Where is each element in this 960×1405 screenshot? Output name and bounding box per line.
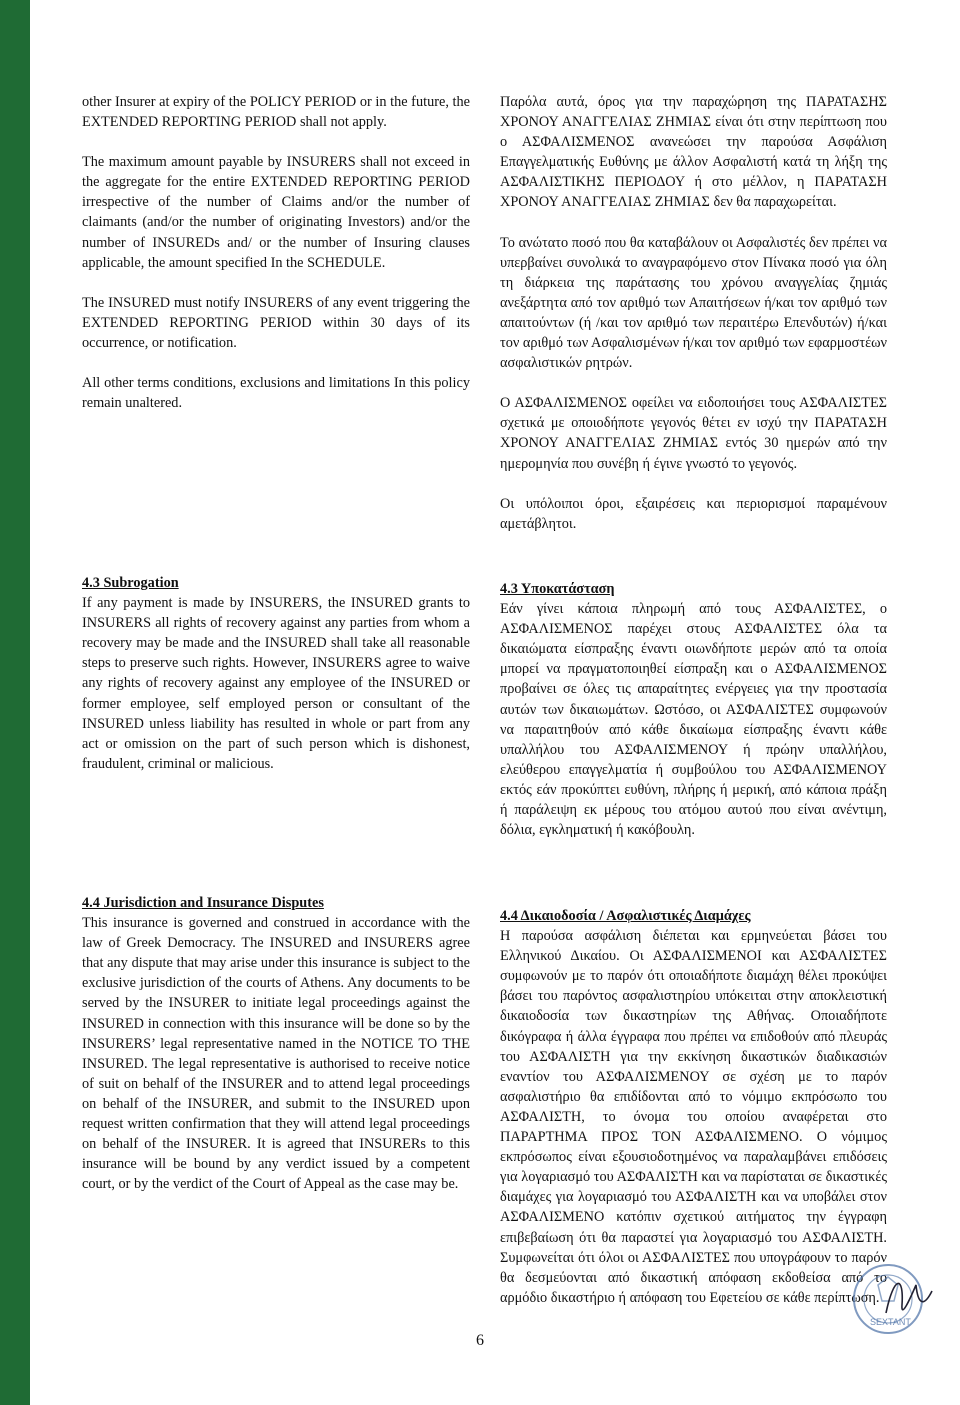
paragraph: If any payment is made by INSURERS, the INSURED grants to INSURERS all rights of recovery against any parties from whom a recovery may be made and the INSURED shall take all reasonable steps to preserve such rights. However, INSURERS agree to waive any rights of recovery against any employee of the INSURED or former employee, self employed person or consultant of the INSURED unless liability has resulted in whole or part from any act or omission on the part of such person which is dishonest, fraudulent, criminal or malicious. xyxy=(82,595,470,772)
section-heading: 4.4 Jurisdiction and Insurance Disputes xyxy=(82,895,324,911)
paragraph: Ο ΑΣΦΑΛΙΣΜΕΝΟΣ οφείλει να ειδοποιήσει τους ΑΣΦΑΛΙΣΤΕΣ σχετικά με οποιοδήποτε γεγονός θέτει εν ισχύ την ΠΑΡΑΤΑΣΗ ΧΡΟΝΟΥ ΑΝΑΓΓΕΛΙΑΣ ΖΗΜΙΑΣ εντός 30 ημερών από την ημερομηνία που συνέβη ή έγινε γνωστό το γεγονός. xyxy=(500,395,887,472)
paragraph: other Insurer at expiry of the POLICY PERIOD or in the future, the EXTENDED REPORTING PERIOD shall not apply. xyxy=(82,94,470,131)
side-color-bar xyxy=(0,0,30,1405)
paragraph: All other terms conditions, exclusions and limitations In this policy remain unaltered. xyxy=(82,375,470,412)
section-heading: 4.3 Υποκατάσταση xyxy=(500,581,615,597)
extended-reporting-gr xyxy=(500,92,887,534)
extended-reporting-en xyxy=(82,92,470,413)
subrogation-en xyxy=(82,573,470,774)
paragraph: Παρόλα αυτά, όρος για την παραχώρηση της ΠΑΡΑΤΑΣΗΣ ΧΡΟΝΟΥ ΑΝΑΓΓΕΛΙΑΣ ΖΗΜΙΑΣ είναι ότι στην περίπτωση που ο ΑΣΦΑΛΙΣΜΕΝΟΣ ανανεώσει την παρούσα Ασφάλιση Επαγγελματικής Ευθύνης με άλλον Ασφαλιστή κατά τη λήξη της ΑΣΦΑΛΙΣΤΙΚΗΣ ΠΕΡΙΟΔΟΥ ή στο μέλλον, η ΠΑΡΑΤΑΣΗ ΧΡΟΝΟΥ ΑΝΑΓΓΕΛΙΑΣ ΖΗΜΙΑΣ δεν θα παραχωρείται. xyxy=(500,94,887,211)
paragraph: This insurance is governed and construed in accordance with the law of Greek Democracy. The INSURED and INSURERS agree that any dispute that may arise under this insurance is subject to the exclusive jurisdiction of the courts of Athens. Any documents to be served by the INSURER to initiate legal proceedings against the INSURED in connection with this insurance will be done so by the INSURERS’ legal representative named in the NOTICE TO THE INSURED. The legal representative is authorised to receive notice of suit on behalf of the INSURER and to attend legal proceedings on behalf of the INSURER, and submit to the INSURED upon request written confirmation that they will attend legal proceedings on behalf of the INSURER. It is agreed that INSURERs to this insurance will be bound by any verdict issued by a competent court, or by the verdict of the Court of Appeal as the case may be. xyxy=(82,915,470,1193)
section-heading: 4.3 Subrogation xyxy=(82,575,179,591)
paragraph: Εάν γίνει κάποια πληρωμή από τους ΑΣΦΑΛΙΣΤΕΣ, ο ΑΣΦΑΛΙΣΜΕΝΟΣ παρέχει στους ΑΣΦΑΛΙΣΤΕΣ όλα τα δικαιώματα είσπραξης έναντι οιωνδήποτε μερών από τα οποία μπορεί να πραγματοποιηθεί είσπραξη και ο ΑΣΦΑΛΙΣΜΕΝΟΣ προβαίνει σε όλες τις απαραίτητες ενέργειες για την προστασία αυτών των δικαιωμάτων. Ωστόσο, οι ΑΣΦΑΛΙΣΤΕΣ συμφωνούν να παραιτηθούν από κάθε δικαίωμα είσπραξης έναντι κάθε υπαλλήλου του ΑΣΦΑΛΙΣΜΕΝΟΥ ή πρώην υπαλλήλου, ελεύθερου επαγγελματία ή συμβούλου του ΑΣΦΑΛΙΣΜΕΝΟΥ εκτός εάν προκύπτει ευθύνη, πλήρης ή μερική, από κάποια πράξη ή παράλειψη εκ μέρους του ατόμου αυτού που είναι ανέντιμη, δόλια, εγκληματική ή κακόβουλη. xyxy=(500,601,887,839)
paragraph: Το ανώτατο ποσό που θα καταβάλουν οι Ασφαλιστές δεν πρέπει να υπερβαίνει συνολικά το αναγραφόμενο στον Πίνακα ποσό για όλη τη διάρκεια της παράτασης του χρόνου αναγγελίας ζημιάς ανεξάρτητα από τον αριθμό των Απαιτήσεων ή/και τον αριθμό των απαιτούντων (ή /και τον αριθμό των περαιτέρω Επενδυτών) ή/και τον αριθμό των Ασφαλισμένων ή/και τον αριθμό των εφαρμοστέων ασφαλιστικών ρητρών. xyxy=(500,234,888,372)
section-heading: 4.4 Δικαιοδοσία / Ασφαλιστικές Διαμάχες xyxy=(500,908,751,924)
page-number: 6 xyxy=(476,1332,484,1349)
paragraph: Η παρούσα ασφάλιση διέπεται και ερμηνεύεται βάσει του Ελληνικού Δικαίου. Οι ΑΣΦΑΛΙΣΜΕΝΟΙ και ΑΣΦΑΛΙΣΤΕΣ συμφωνούν με το παρόν ότι οποιαδήποτε διαμάχη θέλει προκύψει βάσει του παρόντος ασφαλιστηρίου υπόκειται στην αποκλειστική δικαιοδοσία των δικαστηρίων της Αθήνας. Οποιαδήποτε δικόγραφα ή άλλα έγγραφα που πρέπει να επιδοθούν από πλευράς του ΑΣΦΑΛΙΣΤΗ για την εκκίνηση δικαστικών διαδικασιών εναντίον του ΑΣΦΑΛΙΣΜΕΝΟΥ σε σχέση με το παρόν ασφαλιστήριο θα επιδίδονται από το νόμιμο εκπρόσωπο του ΑΣΦΑΛΙΣΤΗ, το όνομα του οποίου αναφέρεται στο ΠΑΡΑΡΤΗΜΑ ΠΡΟΣ ΤΟΝ ΑΣΦΑΛΙΣΜΕΝΟ. Ο νόμιμος εκπρόσωπος είναι εξουσιοδοτημένος να παραλαμβάνει επιδόσεις για λογαριασμό του ΑΣΦΑΛΙΣΤΗ και να παρίσταται σε δικαστικές διαμάχες για λογαριασμό του ΑΣΦΑΛΙΣΤΗ και να υποβάλει στον ΑΣΦΑΛΙΣΜΕΝΟ κατόπιν σχετικού αιτήματος την έγγραφη επιβεβαίωση ότι θα παραστεί για λογαριασμό του ΑΣΦΑΛΙΣΤΗ. Συμφωνείται ότι όλοι οι ΑΣΦΑΛΙΣΤΕΣ που υπογράφουν το παρόν θα δεσμεύονται από δικαστική απόφαση εκδοθείσα από το αρμόδιο δικαστήριο ή απόφαση του Εφετείου σε κάθε περίπτωση. xyxy=(500,928,887,1306)
paragraph: The maximum amount payable by INSURERS shall not exceed in the aggregate for the entire EXTENDED REPORTING PERIOD irrespective of the number of Claims and/or the number of claimants (and/or the number of originating Investors) and/or the number of INSUREDs and/ or the number of Insuring clauses applicable, the amount specified In the SCHEDULE. xyxy=(82,154,470,271)
company-stamp xyxy=(848,1255,944,1351)
paragraph: Οι υπόλοιποι όροι, εξαιρέσεις και περιορισμοί παραμένουν αμετάβλητοι. xyxy=(500,495,887,532)
jurisdiction-gr xyxy=(500,906,887,1308)
stamp-label: SEXTANT xyxy=(870,1317,911,1327)
paragraph: The INSURED must notify INSURERS of any event triggering the EXTENDED REPORTING PERIOD within 30 days of its occurrence, or notification. xyxy=(82,294,470,351)
subrogation-gr xyxy=(500,579,887,840)
jurisdiction-en xyxy=(82,893,470,1194)
